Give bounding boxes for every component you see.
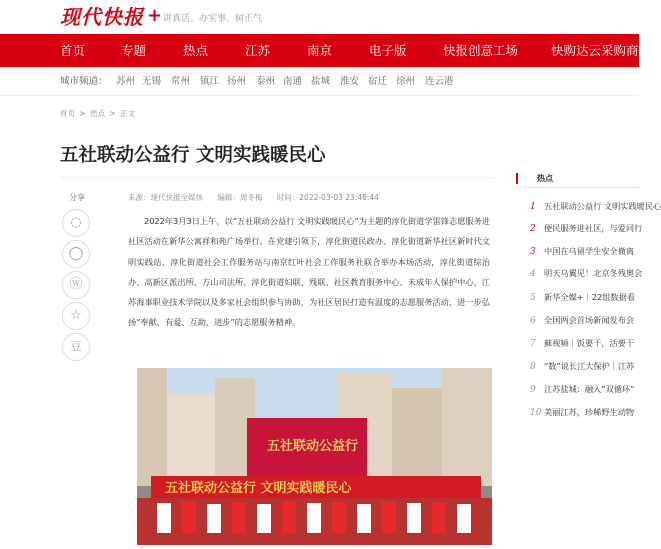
city-link[interactable]: 南通 bbox=[283, 76, 303, 87]
hot-list-item[interactable] bbox=[530, 290, 639, 304]
hot-rank: 3 bbox=[530, 247, 536, 257]
hot-rank: 9 bbox=[530, 385, 536, 395]
breadcrumb-hot[interactable]: 热点 bbox=[90, 109, 106, 118]
nav-item-hot[interactable]: 热点 bbox=[183, 43, 209, 58]
banner-text: 五社联动公益行 文明实践暖民心 bbox=[165, 481, 352, 496]
article-time: 时间：2022-03-03 23:48:44 bbox=[276, 193, 379, 202]
hot-rank: 7 bbox=[530, 339, 536, 349]
city-link[interactable]: 淮安 bbox=[340, 76, 360, 87]
qq-icon[interactable]: ◯ bbox=[62, 240, 90, 268]
site-slogan: 讲真话、办实事、树正气 bbox=[163, 14, 263, 24]
hot-headline[interactable]: 明天乌翼见！北京冬残奥会 bbox=[544, 268, 643, 278]
nav-item-jiangsu[interactable]: 江苏 bbox=[245, 43, 271, 58]
nav-item-topics[interactable]: 专题 bbox=[121, 43, 147, 58]
douban-icon[interactable]: 豆 bbox=[62, 333, 90, 361]
breadcrumb-separator: > bbox=[109, 109, 116, 118]
main-nav bbox=[0, 34, 652, 67]
hot-rank: 4 bbox=[530, 269, 536, 279]
article-photo bbox=[137, 368, 492, 545]
breadcrumb-home[interactable]: 首页 bbox=[60, 109, 75, 118]
hot-list-item[interactable] bbox=[530, 221, 643, 235]
site-logo[interactable]: 现代快报 bbox=[60, 5, 144, 29]
city-channel-bar bbox=[0, 67, 639, 96]
article-source: 来源：现代快报全媒体 bbox=[128, 193, 203, 202]
hot-rank: 10 bbox=[530, 408, 542, 418]
article-paragraph: 2022年3月3日上午，以“五社联动公益行 文明实践暖民心”为主题的淳化街道学雷锋志愿服务进社区活动在新华公寓祥和苑广场举行。在党建引领下，淳化街道民政办、淳化街道新华社区新时代文明实践站、淳化街道社会工作服务站与南京红叶社会工作服务社联合举办本场活动，淳化街道综治办、高新区派出所、方山司法所、淳化街道妇联、残联、社区教育服务中心、未成年人保护中心、江苏海事职业技术学院以及多家社会组织参与协助，为社区居民打造有温度的志愿服务活动，进一步弘扬“奉献、有爱、互助、进步”的志愿服务精神。 bbox=[128, 216, 490, 328]
hot-rank: 1 bbox=[530, 202, 536, 212]
hot-headline[interactable]: 中国在乌留学生安全撤离 bbox=[544, 246, 635, 256]
sidebar-divider bbox=[516, 187, 639, 188]
wechat-icon[interactable]: ◌ bbox=[62, 209, 90, 237]
city-link[interactable]: 连云港 bbox=[425, 76, 454, 87]
hot-rank: 2 bbox=[530, 224, 536, 234]
top-header bbox=[0, 0, 639, 34]
hot-list-item[interactable] bbox=[530, 199, 661, 213]
event-photo-illustration bbox=[137, 368, 492, 545]
city-link[interactable]: 扬州 bbox=[227, 76, 247, 87]
city-link[interactable]: 无锡 bbox=[142, 76, 162, 87]
hot-list-item[interactable] bbox=[530, 266, 643, 280]
hot-headline[interactable]: 全国两会首场新闻发布会 bbox=[544, 315, 635, 325]
hot-rank: 6 bbox=[530, 316, 536, 326]
nav-item-nanjing[interactable]: 南京 bbox=[307, 43, 333, 58]
hot-headline[interactable]: 江苏盐城：融入“双循环” bbox=[544, 384, 635, 394]
city-link[interactable]: 宿迁 bbox=[368, 76, 388, 87]
hot-rank: 8 bbox=[530, 362, 536, 372]
nav-item-creative[interactable]: 快报创意工场 bbox=[443, 43, 519, 58]
article-title: 五社联动公益行 文明实践暖民心 bbox=[60, 145, 326, 166]
nav-item-home[interactable]: 首页 bbox=[60, 43, 86, 58]
hot-list-item[interactable] bbox=[530, 405, 639, 419]
nav-item-epaper[interactable]: 电子版 bbox=[369, 43, 407, 58]
hot-rank: 5 bbox=[530, 293, 536, 303]
qzone-icon[interactable]: ☆ bbox=[62, 302, 90, 330]
share-label: 分享 bbox=[69, 193, 85, 202]
hot-list-item[interactable] bbox=[530, 336, 639, 350]
city-link[interactable]: 徐州 bbox=[396, 76, 416, 87]
hot-list-item[interactable] bbox=[530, 359, 639, 373]
logo-plus-mark: + bbox=[147, 5, 163, 26]
hot-headline[interactable]: 美丽江苏，珍稀野生动物 bbox=[544, 407, 635, 417]
breadcrumb-current: 正文 bbox=[120, 109, 136, 118]
hot-headline[interactable]: “数”说长江大保护｜江苏 bbox=[544, 361, 635, 371]
breadcrumb bbox=[60, 108, 137, 120]
hot-headline[interactable]: 蘇视频｜饭要干，活要干 bbox=[544, 338, 635, 348]
city-channel-label: 城市频道： bbox=[60, 76, 108, 87]
hot-headline[interactable]: 便民服务进社区，与爱同行 bbox=[544, 223, 643, 233]
city-link[interactable]: 泰州 bbox=[256, 76, 276, 87]
title-divider bbox=[60, 177, 495, 178]
city-link[interactable]: 苏州 bbox=[116, 76, 136, 87]
hot-list-item[interactable] bbox=[530, 313, 639, 327]
city-link[interactable]: 常州 bbox=[171, 76, 191, 87]
city-link[interactable]: 镇江 bbox=[200, 76, 220, 87]
nav-item-mall[interactable]: 快购达云采购商城 bbox=[551, 43, 652, 58]
hot-list-item[interactable] bbox=[530, 382, 639, 396]
article-meta bbox=[128, 193, 391, 203]
weibo-icon[interactable]: ⓦ bbox=[62, 271, 90, 299]
hot-headline[interactable]: 五社联动公益行 文明实践暖民心 bbox=[544, 201, 661, 211]
backdrop-text: 五社联动公益行 bbox=[267, 439, 359, 454]
city-link[interactable]: 盐城 bbox=[311, 76, 331, 87]
article-editor: 编辑：周冬梅 bbox=[217, 193, 263, 202]
sidebar-accent-bar bbox=[516, 173, 518, 184]
hot-list-item[interactable] bbox=[530, 244, 639, 258]
sidebar-title: 热点 bbox=[537, 174, 553, 183]
breadcrumb-separator: > bbox=[79, 109, 86, 118]
hot-headline[interactable]: 新华全媒+｜22组数据看 bbox=[544, 292, 635, 302]
